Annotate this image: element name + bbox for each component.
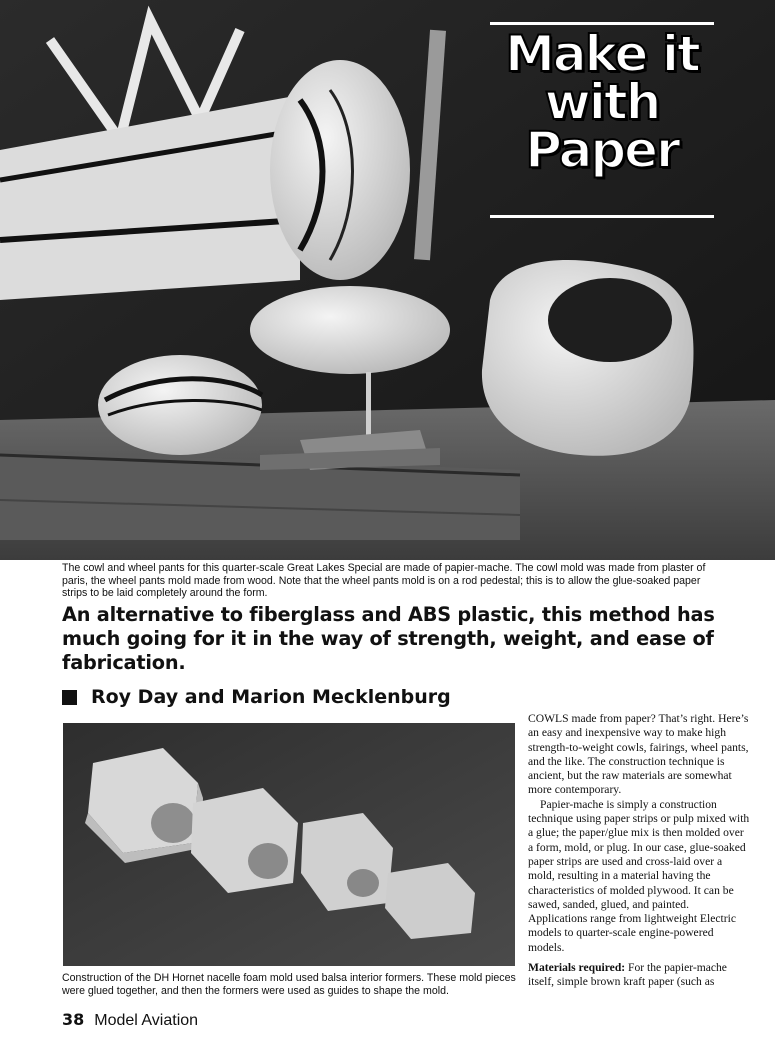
body-paragraph-2: Papier-mache is simply a construction technique using paper strips or pulp mixed with a glue; the paper/glue mix is then molded over a form, mold, or plug. In our case, glue-soaked paper strips are used and cross-laid over a mold, resulting in a material having the characteristics of molded plywood. It can be sawed, sanded, glued, and painted. Applications range from lightweight Electric models to quarter-scale engine-powered models. — [528, 797, 750, 954]
page-number: 38 — [62, 1010, 85, 1029]
byline — [62, 684, 451, 710]
title-rule-bottom — [490, 215, 714, 218]
title-box — [490, 22, 714, 218]
body-paragraph-1: COWLS made from paper? That’s right. Here’s an easy and inexpensive way to make high strength-to-weight cowls, fairings, wheel pants, and the like. The construction technique is ancient, but the raw materials are somewhat more contemporary. — [528, 712, 749, 797]
materials-label: Materials required: — [528, 961, 626, 975]
title-line-1: Make it — [505, 25, 699, 83]
article-body — [528, 712, 750, 990]
materials-text: For the papier-mache itself, simple brown kraft paper (such as — [528, 961, 727, 989]
hero-caption: The cowl and wheel pants for this quarter-scale Great Lakes Special are made of papier-mache. The cowl mold was made from plaster of paris, the wheel pants mold made from wood. Note that the wheel pants mold is on a rod pedestal; this is to allow the glue-soaked paper strips to be laid completely around the form. — [62, 562, 706, 599]
byline-square-icon — [62, 690, 77, 705]
article-title — [490, 25, 714, 179]
title-line-2: with — [544, 73, 660, 131]
foam-mold-photo — [63, 723, 515, 966]
foam-mold-caption: Construction of the DH Hornet nacelle foam mold used balsa interior formers. These mold pieces were glued together, and then the formers were used as guides to shape the mold. — [62, 972, 516, 997]
article-deck: An alternative to fiberglass and ABS plastic, this method has much going for it in the way of strength, weight, and ease of fabrication. — [62, 603, 715, 674]
byline-authors: Roy Day and Marion Mecklenburg — [91, 686, 451, 708]
page-footer — [62, 1010, 198, 1030]
title-line-3: Paper — [525, 121, 679, 179]
magazine-name: Model Aviation — [94, 1012, 199, 1029]
body-paragraph-3 — [528, 961, 750, 990]
